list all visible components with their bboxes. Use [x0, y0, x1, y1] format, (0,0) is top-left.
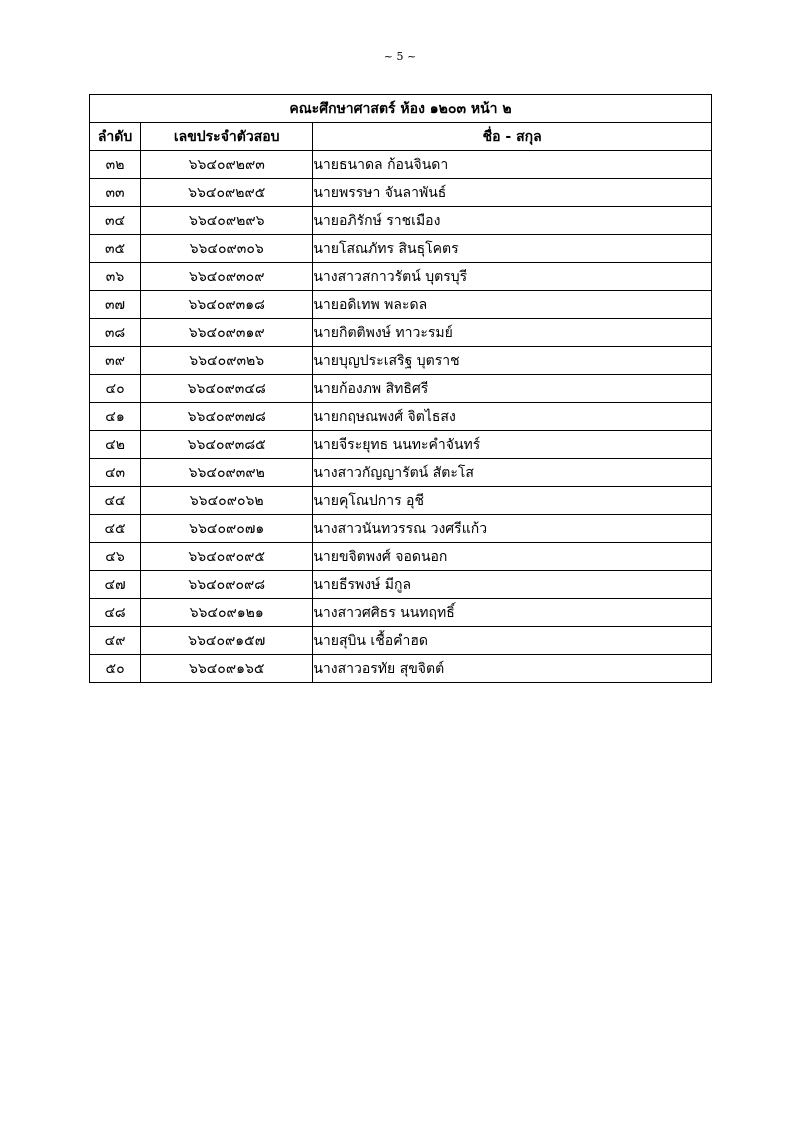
- table-header-row: [90, 123, 712, 151]
- row-number: ๓๗: [90, 291, 141, 319]
- exam-id: ๖๖๔๐๙๓๙๒: [141, 459, 313, 487]
- row-number: ๔๑: [90, 403, 141, 431]
- row-number: ๔๒: [90, 431, 141, 459]
- table-row: [90, 431, 712, 459]
- exam-id: ๖๖๔๐๙๑๒๑: [141, 599, 313, 627]
- table-row: [90, 515, 712, 543]
- table-row: [90, 263, 712, 291]
- full-name: นายกิตติพงษ์ ทาวะรมย์: [313, 319, 712, 347]
- exam-id: ๖๖๔๐๙๐๖๒: [141, 487, 313, 515]
- table-row: [90, 235, 712, 263]
- row-number: ๓๘: [90, 319, 141, 347]
- row-number: ๓๔: [90, 207, 141, 235]
- exam-id: ๖๖๔๐๙๒๙๕: [141, 179, 313, 207]
- table-title: คณะศึกษาศาสตร์ ห้อง ๑๒๐๓ หน้า ๒: [90, 95, 712, 123]
- row-number: ๔๓: [90, 459, 141, 487]
- full-name: นายบุญประเสริฐ บุตราช: [313, 347, 712, 375]
- row-number: ๓๙: [90, 347, 141, 375]
- row-number: ๓๕: [90, 235, 141, 263]
- table-row: [90, 571, 712, 599]
- full-name: นายอดิเทพ พละดล: [313, 291, 712, 319]
- row-number: ๔๗: [90, 571, 141, 599]
- table-row: [90, 403, 712, 431]
- row-number: ๔๘: [90, 599, 141, 627]
- full-name: นางสาวนันทวรรณ วงศรีแก้ว: [313, 515, 712, 543]
- row-number: ๔๔: [90, 487, 141, 515]
- row-number: ๓๖: [90, 263, 141, 291]
- row-number: ๔๙: [90, 627, 141, 655]
- full-name: นางสาวอรทัย สุขจิตต์: [313, 655, 712, 683]
- row-number: ๓๒: [90, 151, 141, 179]
- full-name: นางสาวศศิธร นนทฤทธิ์: [313, 599, 712, 627]
- header-no: ลำดับ: [90, 123, 141, 151]
- table-row: [90, 291, 712, 319]
- row-number: ๕๐: [90, 655, 141, 683]
- exam-id: ๖๖๔๐๙๓๐๖: [141, 235, 313, 263]
- exam-id: ๖๖๔๐๙๓๘๕: [141, 431, 313, 459]
- table-row: [90, 487, 712, 515]
- row-number: ๔๐: [90, 375, 141, 403]
- full-name: นายขจิตพงศ์ จอดนอก: [313, 543, 712, 571]
- exam-id: ๖๖๔๐๙๓๐๙: [141, 263, 313, 291]
- table-row: [90, 319, 712, 347]
- table-row: [90, 655, 712, 683]
- exam-id: ๖๖๔๐๙๐๗๑: [141, 515, 313, 543]
- row-number: ๔๖: [90, 543, 141, 571]
- table-row: [90, 599, 712, 627]
- header-full-name: ชื่อ - สกุล: [313, 123, 712, 151]
- table-row: [90, 375, 712, 403]
- table-row: [90, 179, 712, 207]
- exam-id: ๖๖๔๐๙๒๙๓: [141, 151, 313, 179]
- table-row: [90, 543, 712, 571]
- full-name: นางสาวสกาวรัตน์ บุตรบุรี: [313, 263, 712, 291]
- full-name: นายพรรษา จันลาพันธ์: [313, 179, 712, 207]
- exam-id: ๖๖๔๐๙๓๗๘: [141, 403, 313, 431]
- exam-id: ๖๖๔๐๙๐๙๕: [141, 543, 313, 571]
- full-name: นายธนาดล ก้อนจินดา: [313, 151, 712, 179]
- exam-id: ๖๖๔๐๙๓๑๘: [141, 291, 313, 319]
- table-body: [90, 151, 712, 683]
- exam-id: ๖๖๔๐๙๓๑๙: [141, 319, 313, 347]
- row-number: ๓๓: [90, 179, 141, 207]
- exam-id: ๖๖๔๐๙๐๙๘: [141, 571, 313, 599]
- exam-id: ๖๖๔๐๙๓๔๘: [141, 375, 313, 403]
- full-name: นายโสณภัทร สินธุโคตร: [313, 235, 712, 263]
- table-row: [90, 347, 712, 375]
- table-row: [90, 459, 712, 487]
- full-name: นายธีรพงษ์ มีกูล: [313, 571, 712, 599]
- full-name: นายสุบิน เชื้อคำฮด: [313, 627, 712, 655]
- full-name: นายก้องภพ สิทธิศรี: [313, 375, 712, 403]
- full-name: นายจีระยุทธ นนทะคำจันทร์: [313, 431, 712, 459]
- header-exam-id: เลขประจำตัวสอบ: [141, 123, 313, 151]
- row-number: ๔๕: [90, 515, 141, 543]
- table-row: [90, 151, 712, 179]
- table-title-row: [90, 95, 712, 123]
- exam-id: ๖๖๔๐๙๑๕๗: [141, 627, 313, 655]
- full-name: นายกฤษณพงศ์ จิตไธสง: [313, 403, 712, 431]
- exam-id: ๖๖๔๐๙๒๙๖: [141, 207, 313, 235]
- exam-id: ๖๖๔๐๙๑๖๕: [141, 655, 313, 683]
- table-row: [90, 627, 712, 655]
- exam-roster-table: [89, 94, 712, 683]
- full-name: นายคุโณปการ อุชี: [313, 487, 712, 515]
- table-row: [90, 207, 712, 235]
- full-name: นายอภิรักษ์ ราชเมือง: [313, 207, 712, 235]
- page-number: ~ 5 ~: [383, 50, 417, 63]
- full-name: นางสาวกัญญารัตน์ สัตะโส: [313, 459, 712, 487]
- exam-id: ๖๖๔๐๙๓๒๖: [141, 347, 313, 375]
